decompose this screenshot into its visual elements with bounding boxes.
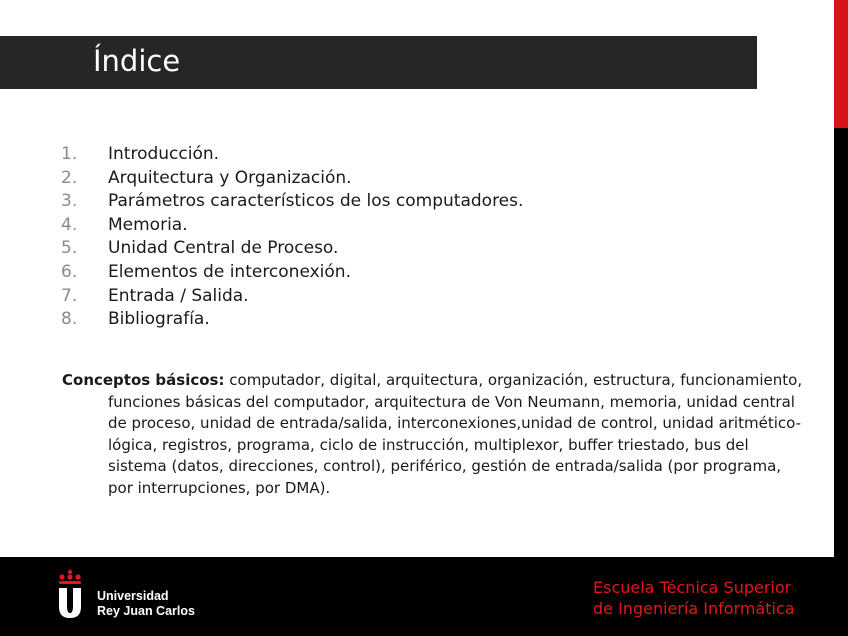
accent-bar-red — [834, 0, 848, 128]
school-line1: Escuela Técnica Superior — [593, 578, 792, 597]
toc-item — [61, 285, 761, 309]
school-name — [593, 577, 795, 619]
toc-text: Arquitectura y Organización. — [108, 167, 352, 188]
toc-number: 8. — [61, 309, 78, 330]
toc-number: 1. — [61, 144, 78, 164]
school-line2: de Ingeniería Informática — [593, 599, 795, 618]
table-of-contents — [61, 143, 761, 332]
toc-item — [61, 308, 761, 332]
key-concepts-text: computador, digital, arquitectura, organización, estructura, funcionamiento, funciones básicas del computador, arquitectura de Von Neumann, memoria, unidad central de proceso, unidad de entrada/salida, interconexiones,unidad de control, unidad aritmético-lógica, registros, programa, ciclo de instrucción, multiplexor, buffer triestado, bus del sistema (datos, direcciones, control), periférico, gestión de entrada/salida (por programa, por interrupciones, por DMA). — [108, 371, 803, 497]
toc-number: 7. — [61, 285, 78, 306]
key-concepts — [62, 370, 808, 499]
toc-text: Elementos de interconexión. — [108, 261, 351, 282]
title-bar — [0, 36, 757, 89]
toc-item — [61, 237, 761, 261]
accent-bar-black — [834, 128, 848, 558]
toc-item — [61, 261, 761, 285]
toc-number: 5. — [61, 238, 78, 259]
university-line2: Rey Juan Carlos — [97, 604, 195, 618]
toc-text: Unidad Central de Proceso. — [108, 238, 339, 259]
toc-text: Parámetros característicos de los computadores. — [108, 191, 524, 212]
toc-number: 2. — [61, 167, 78, 188]
toc-text: Introducción. — [108, 144, 220, 164]
toc-item — [61, 143, 761, 167]
university-line1: Universidad — [97, 589, 169, 603]
u-letter-icon — [59, 588, 81, 618]
footer — [0, 557, 848, 636]
toc-item — [61, 214, 761, 238]
toc-number: 6. — [61, 261, 78, 282]
crown-icon — [59, 570, 81, 584]
toc-number: 3. — [61, 191, 78, 212]
toc-text: Bibliografía. — [108, 309, 210, 330]
toc-item — [61, 190, 761, 214]
toc-item — [61, 167, 761, 191]
key-concepts-label: Conceptos básicos: — [62, 371, 225, 389]
toc-text: Memoria. — [108, 214, 188, 235]
slide-title: Índice — [93, 44, 181, 78]
toc-text: Entrada / Salida. — [108, 285, 249, 306]
toc-number: 4. — [61, 214, 78, 235]
university-name — [97, 589, 195, 619]
